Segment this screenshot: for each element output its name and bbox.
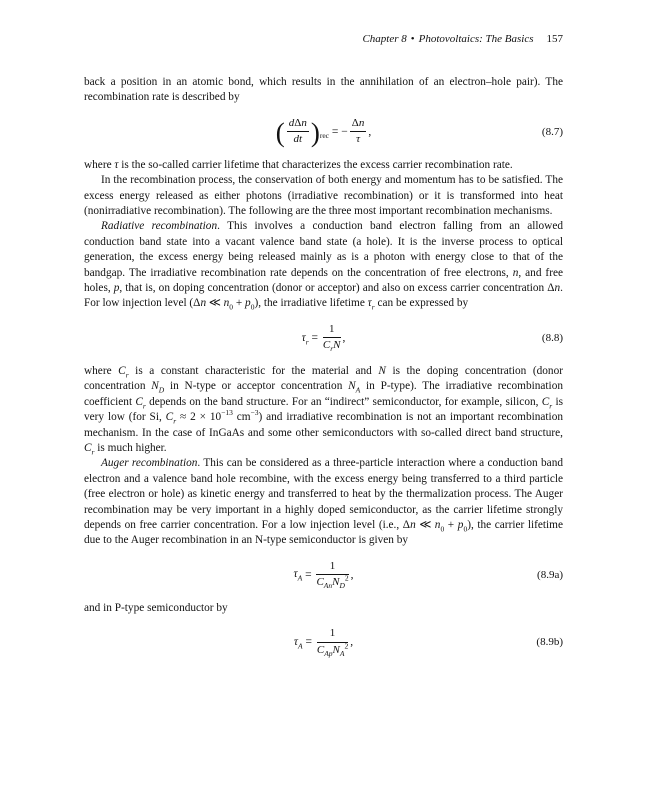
equation-8-9a-number: (8.9a) [537,568,563,581]
chapter-title: Photovoltaics: The Basics [418,33,534,45]
page-content [84,33,563,668]
equation-8-7-body: ( $\frac{\text{dΔn}}{dt}$ )$_{rec}$ = − $\frac{\Delta n}{\tau}$ , [275,116,372,147]
equation-8-9b-number: (8.9b) [536,636,563,649]
chapter-label: Chapter 8 [362,33,407,45]
equation-8-7 [84,115,563,149]
equation-8-8-number: (8.8) [541,331,563,344]
bullet-separator: • [410,33,415,45]
running-head [84,33,563,45]
paragraph-coefficient: where $C_r$ is a constant characteristic for the material and N is the doping concentration (donor concentration $N_D$ in N-type or acceptor concentration $N_A$ in P-type). The irradiative recombination coefficient $C_r$ depends on the band structure. For an “indirect” semiconductor, for example, silicon, $C_r$ is very low (for Si, $C_r \approx 2 \times 10^{-13}$ $cm^{-3}$) and irradiative recombination is not an important recombination mechanism. In the case of InGaAs and some other semiconductors with so-called direct band structure, $C_r$ is much higher. [84,364,563,457]
equation-8-7-number: (8.7) [541,125,563,138]
paragraph-radiative-recombination: Radiative recombination. This involves a conduction band electron falling from an allowed conduction band state into a vacant valence band state (a hole). It is the inverse process to optical generation, the excess energy being released mainly as is a photon with energy close to that of the bandgap. The irradiative recombination rate depends on the concentration of free electrons, n, and free holes, p, that is, on doping concentration (donor or acceptor) and also on excess carrier concentration Δn. For low injection level (Δn ≪ $n_0 + p_0$), the irradiative lifetime $\tau_r$ can be expressed by [84,220,563,312]
equation-8-8 [84,321,563,355]
paragraph-recombination-process: In the recombination process, the conservation of both energy and momentum has to be satisfied. The excess energy released as either photons (irradiative recombination) or it is transformed into heat (nonirradiative recombination). The following are the three most important recombination mechanisms. [84,174,563,218]
equation-8-9a [84,558,563,592]
equation-8-9a-body: $\tau_A$ = $\frac{1}{C_{An}N_D^2}$ , [293,559,354,591]
equation-8-9b-body: $\tau_A$ = $\frac{1}{C_{Ap}N_A^2}$ , [293,626,354,658]
equation-8-8-body: $\tau_r$ = $\frac{1}{C_rN}$ , [301,322,346,354]
paragraph-intro: back a position in an atomic bond, which results in the annihilation of an electron–hole pair). The recombination rate is described by [84,76,563,104]
paragraph-ptype-lead: and in P-type semiconductor by [84,601,228,614]
paragraph-auger-recombination: Auger recombination. This can be considered as a three-particle interaction where a conduction band electron and a valence band hole recombine, with the excess energy being transferred to a third particle (free electron or hole) as kinetic energy and transferred to heat by the thermalization process. The Auger recombination may be very important in a highly doped semiconductor, as the carrier lifetime strongly depends on free carrier concentration. For a low injection level (i.e., Δn ≪ $n_0 + p_0$), the carrier lifetime due to the Auger recombination in an N-type semiconductor is given by [84,457,563,547]
equation-8-9b [84,625,563,659]
running-head-title [362,33,533,45]
page-number: 157 [546,33,563,45]
paragraph-carrier-lifetime: where τ is the so-called carrier lifetime that characterizes the excess carrier recombination rate. [84,158,513,171]
